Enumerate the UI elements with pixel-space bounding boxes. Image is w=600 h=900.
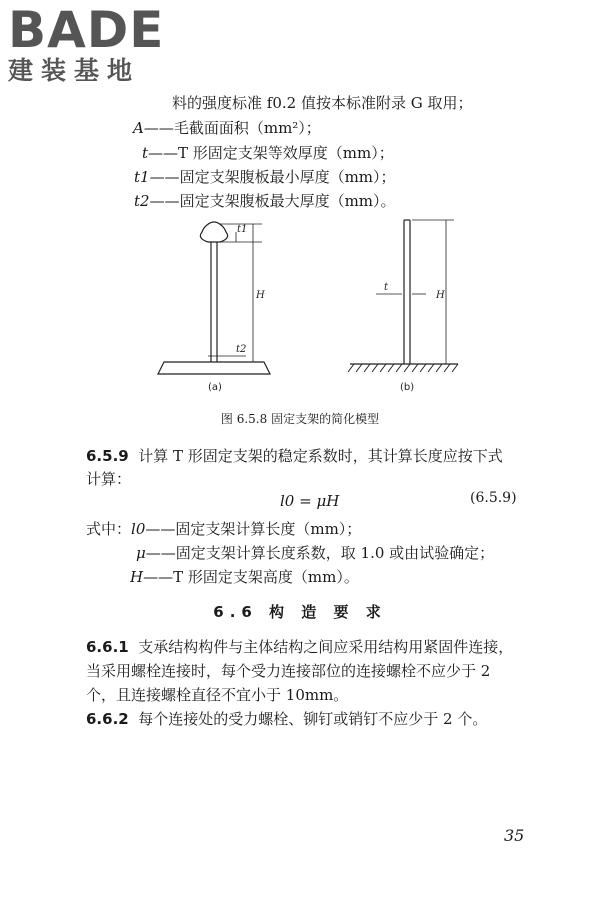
def-line-A	[133, 117, 321, 139]
equation-number: (6.5.9)	[470, 490, 517, 506]
def-text: 料的强度标准 f0.2 值按本标准附录 G 取用；	[172, 94, 473, 112]
clause-661-line2: 当采用螺栓连接时，每个受力连接部位的连接螺栓不应少于 2	[86, 662, 491, 680]
base-plate	[158, 362, 270, 374]
def-text: ——毛截面面积（mm²）；	[143, 119, 321, 137]
def-symbol: l0	[131, 520, 146, 538]
clause-662-line1	[86, 708, 487, 730]
ground-hatching	[348, 364, 458, 372]
where-line-l0	[86, 518, 361, 540]
label-sub-b: (b)	[400, 382, 415, 393]
def-symbol: t1	[134, 168, 150, 186]
def-line-t	[142, 142, 394, 164]
clause-659-line1	[86, 445, 503, 467]
section-heading: 6.6 构 造 要 求	[213, 603, 387, 621]
clause-text: 支承结构构件与主体结构之间应采用结构用紧固件连接，	[138, 638, 514, 656]
support-model-figure	[150, 218, 470, 398]
figure-caption: 图 6.5.8 固定支架的简化模型	[220, 412, 380, 426]
def-text: ——T 形固定支架等效厚度（mm）；	[148, 144, 394, 162]
def-symbol: t2	[134, 192, 150, 210]
label-sub-a: (a)	[208, 382, 222, 393]
def-text: ——T 形固定支架高度（mm）。	[143, 568, 359, 586]
clause-number: 6.6.1	[86, 638, 129, 656]
clause-text: 每个连接处的受力螺栓、铆钉或销钉不应少于 2 个。	[138, 710, 488, 728]
def-symbol: μ	[136, 544, 146, 562]
where-prefix: 式中：	[86, 520, 132, 538]
page-number: 35	[504, 826, 525, 845]
def-line-t2	[134, 190, 396, 212]
formula: l0 = μH	[280, 492, 340, 510]
def-text: ——固定支架腹板最大厚度（mm）。	[149, 192, 396, 210]
def-line-t1	[134, 166, 396, 188]
def-line-material	[172, 92, 472, 114]
clause-661-line1	[86, 636, 513, 658]
clause-659-line2: 计算：	[86, 470, 132, 488]
def-symbol: H	[130, 568, 144, 586]
def-text: ——固定支架计算长度（mm）；	[145, 520, 362, 538]
logo	[8, 1, 178, 86]
label-t2: t2	[236, 344, 247, 355]
def-text: ——固定支架计算长度系数，取 1.0 或由试验确定；	[145, 544, 495, 562]
clause-number: 6.5.9	[86, 447, 129, 465]
clause-661-line3: 个，且连接螺栓直径不宜小于 10mm。	[86, 686, 349, 704]
where-line-H	[130, 566, 359, 588]
def-symbol: t	[142, 144, 149, 162]
def-text: ——固定支架腹板最小厚度（mm）；	[149, 168, 396, 186]
def-symbol: A	[133, 119, 144, 137]
label-t: t	[384, 282, 389, 293]
label-t1: t1	[237, 224, 248, 235]
clause-number: 6.6.2	[86, 710, 129, 728]
clause-text: 计算 T 形固定支架的稳定系数时，其计算长度应按下式	[138, 447, 503, 465]
t-bracket-head	[200, 222, 227, 242]
label-H-a: H	[256, 290, 265, 301]
label-H-b: H	[436, 290, 445, 301]
logo-subtitle: 建装基地	[8, 56, 141, 85]
where-line-mu	[136, 542, 494, 564]
logo-mark: BADE	[8, 1, 165, 59]
